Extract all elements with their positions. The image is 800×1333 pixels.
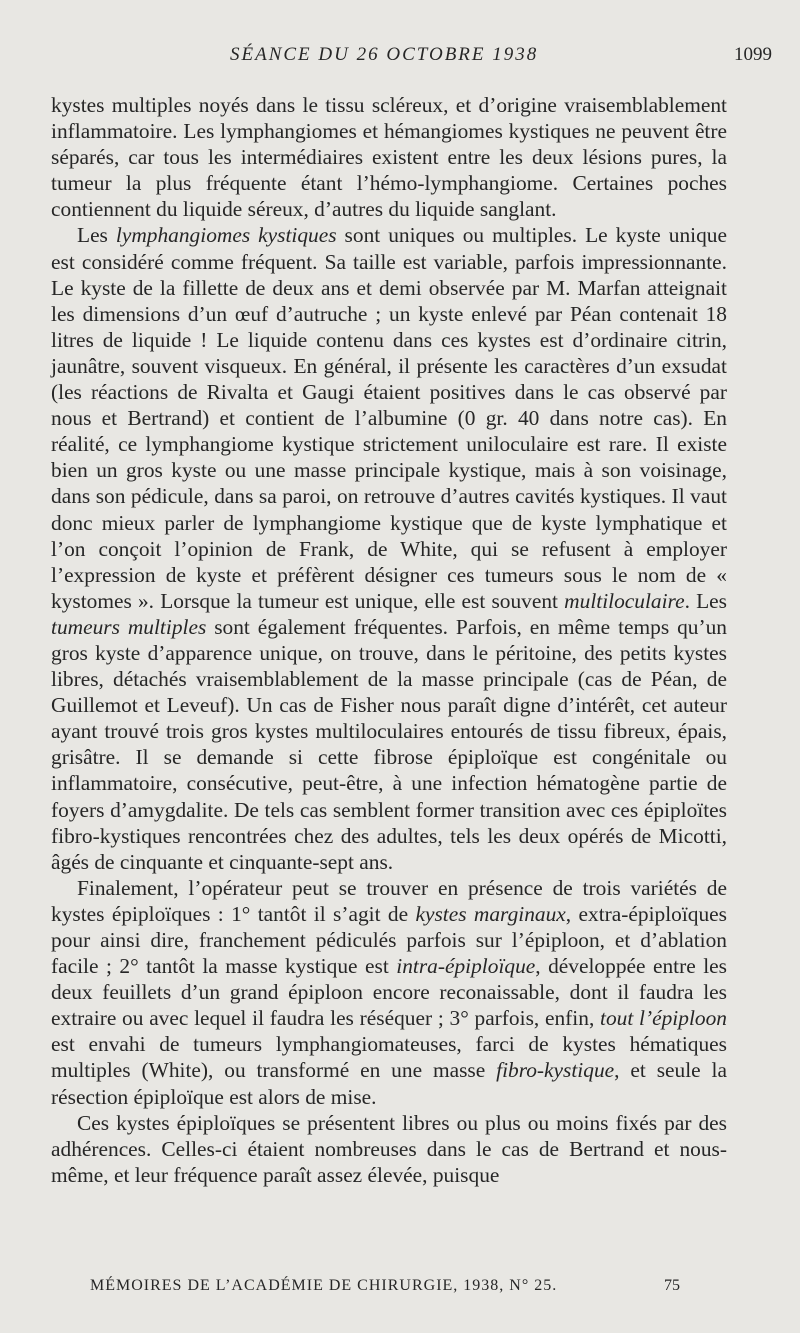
text-run: Les — [77, 223, 116, 248]
page-header — [0, 44, 800, 74]
text-run: . Les — [684, 588, 727, 613]
italic-text: multiloculaire — [564, 588, 685, 613]
journal-citation: MÉMOIRES DE L’ACADÉMIE DE CHIRURGIE, 1938, N° 25. — [90, 1277, 558, 1294]
paragraph — [51, 222, 727, 874]
italic-text: intra-épiploïque — [396, 954, 536, 979]
text-run: sont uniques ou multiples. Le kyste unique est considéré comme fréquent. Sa taille est variable, parfois impressionnante. Le kyste de la fillette de deux ans et demi observée par M. Marfan atteignait les dimensions d’un œuf d’autruche ; un kyste enlevé par Péan contenait 18 litres de liquide ! Le liquide contenu dans ces kystes est d’ordinaire citrin, jaunâtre, souvent visqueux. En général, il présente les caractères d’un exsudat (les réactions de Rivalta et Gaugi étaient positives dans le cas observé par nous et Bertrand) et contient de l’albumine (0 gr. 40 dans notre cas). En réalité, ce lymphangiome kystique strictement uniloculaire est rare. Il existe bien un gros kyste ou une masse principale kystique, mais à son voisinage, dans son pédicule, dans sa paroi, on retrouve d’autres cavités kystiques. Il vaut donc mieux parler de lymphangiome kystique que de kyste lymphatique et l’on conçoit l’opinion de Frank, de White, qui se refusent à employer l’expression de kyste et préfèrent désigner ces tumeurs sous le nom de « kystomes ». Lorsque la tumeur est unique, elle est souvent — [51, 223, 727, 613]
italic-text: fibro-kystique — [496, 1058, 615, 1083]
paragraph — [51, 875, 727, 1110]
text-run: , extra-épiploïques pour ainsi dire, franchement pédiculés parfois sur l’épiploon, et d’ablation facile ; 2° tantôt la masse kystique est — [51, 901, 727, 979]
text-run: , développée entre les deux feuillets d’un grand épiploon encore reconaissable, dont il faudra les extraire ou avec lequel il faudra les réséquer ; 3° parfois, enfin, — [51, 954, 727, 1031]
text-run: , et seule la résection épiploïque est alors de mise. — [51, 1058, 727, 1109]
paragraph — [51, 92, 727, 222]
italic-text: tout l’épiploon — [600, 1006, 727, 1031]
body-text — [51, 92, 727, 1188]
italic-text: tumeurs multiples — [51, 614, 207, 639]
text-run: sont également fréquentes. Parfois, en même temps qu’un gros kyste d’apparence unique, on trouve, dans le péritoine, des petits kystes libres, détachés vraisemblablement de la masse principale (cas de Péan, de Guillemot et Leveuf). Un cas de Fisher nous paraît digne d’intérêt, cet auteur ayant trouvé trois gros kystes multiloculaires entourés de tissu fibreux, épais, grisâtre. Il se demande si cette fibrose épiploïque est congénitale ou inflammatoire, consécutive, peut-être, à une infection hématogène partie de foyers d’amygdalite. De tels cas semblent former transition avec ces épiploïtes fibro-kystiques rencontrées chez des adultes, tels les deux opérés de Micotti, âgés de cinquante et cinquante-sept ans. — [51, 614, 727, 874]
running-title: SÉANCE DU 26 OCTOBRE 1938 — [230, 44, 539, 65]
text-run: Finalement, l’opérateur peut se trouver en présence de trois variétés de kystes épiploïques : 1° tantôt il s’agit de — [51, 875, 727, 926]
paragraph — [51, 1110, 727, 1188]
page-number: 1099 — [734, 44, 772, 65]
page-footer — [90, 1277, 680, 1301]
text-run: est envahi de tumeurs lymphangiomateuses, farci de kystes hématiques multiples (White), ou transformé en une masse — [51, 1032, 727, 1083]
text-run: kystes multiples noyés dans le tissu scléreux, et d’origine vraisemblablement inflammatoire. Les lymphangiomes et hémangiomes kystiques ne peuvent être séparés, car tous les intermédiaires existent entre les deux lésions pures, la tumeur la plus fréquente étant l’hémo-lymphangiome. Certaines poches contiennent du liquide séreux, d’autres du liquide sanglant. — [51, 93, 727, 222]
italic-text: kystes marginaux — [415, 901, 566, 926]
signature-number: 75 — [664, 1277, 680, 1294]
italic-text: lymphangiomes kystiques — [115, 223, 337, 248]
text-run: Ces kystes épiploïques se présentent libres ou plus ou moins fixés par des adhérences. Celles-ci étaient nombreuses dans le cas de Bertrand et nous-même, et leur fréquence paraît assez élevée, puisque — [51, 1110, 727, 1187]
